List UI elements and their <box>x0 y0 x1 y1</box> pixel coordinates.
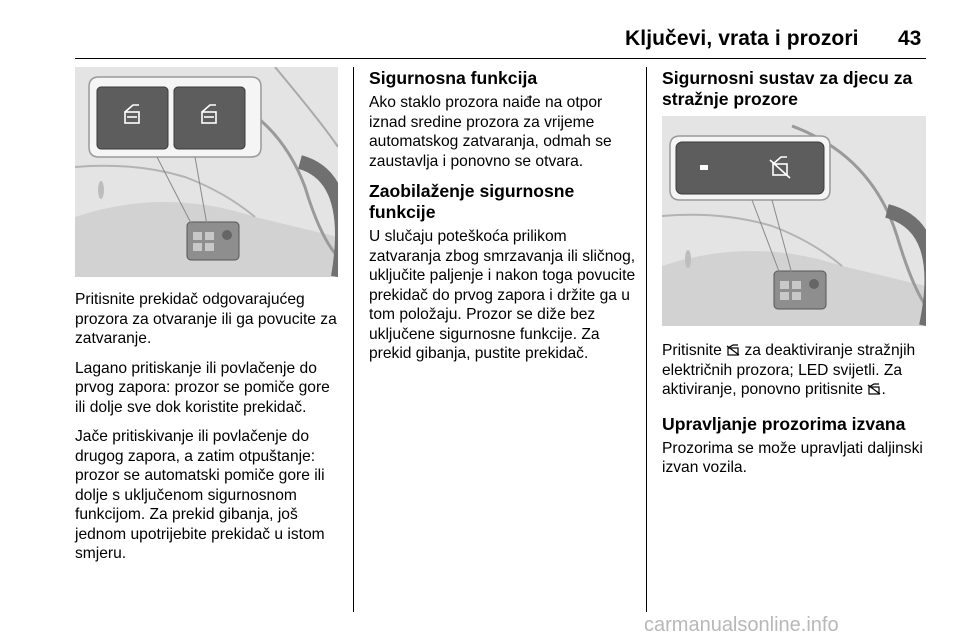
paragraph: Lagano pritiskanje ili povlačenje do prvog zapora: prozor se pomiče gore ili dolje sve dok koristite prekidač. <box>75 359 330 416</box>
paragraph: Prozorima se može upravljati daljinski izvan vozila. <box>662 439 923 476</box>
paragraph-text: . <box>881 381 886 398</box>
paragraph: U slučaju poteškoća prilikom zatvaranja zbog smrzavanja ili sličnog, uključite paljenje i nakon toga povucite prekidač do prvog zapora i držite ga u tom položaju. Prozor se diže bez uključene sigurnosne funkcije. Za prekid gibanja, pustite prekidač. <box>369 228 636 362</box>
paragraph <box>662 341 930 400</box>
column-divider-2 <box>646 67 647 612</box>
column-1 <box>75 290 343 574</box>
child-lock-window-icon <box>867 383 881 395</box>
child-lock-window-icon <box>726 344 740 356</box>
section-heading: Sigurnosni sustav za djecu za stražnje prozore <box>662 68 913 109</box>
figure-child-lock-switch <box>662 116 926 326</box>
column-3 <box>662 68 930 120</box>
header-rule <box>75 58 926 59</box>
paragraph: Ako staklo prozora naiđe na otpor iznad sredine prozora za vrijeme automatskog zatvaranja, odmah se zaustavlja i ponovno se otvara. <box>369 94 612 170</box>
led-indicator <box>700 165 708 170</box>
column-2 <box>369 68 637 374</box>
paragraph-text: za deaktiviranje stražnjih električnih prozora; LED svijetli. Za aktiviranje, ponovno pritisnite <box>662 342 916 398</box>
paragraph-text: Pritisnite <box>662 342 722 359</box>
watermark: carmanualsonline.info <box>644 614 839 636</box>
page-header-title: Ključevi, vrata i prozori <box>625 27 859 50</box>
section-heading: Upravljanje prozorima izvana <box>662 413 906 434</box>
column-3-body <box>662 341 930 488</box>
page-number: 43 <box>898 27 922 50</box>
section-heading: Sigurnosna funkcija <box>369 68 538 88</box>
paragraph: Jače pritiskivanje ili povlačenje do drugog zapora, a zatim otpuštanje: prozor se automatski pomiče gore ili dolje s uključenom sigurnosnom funkcijom. Za prekid gibanja, još jednom upotrijebite prekidač u istom smjeru. <box>75 428 325 562</box>
column-divider-1 <box>353 67 354 612</box>
section-heading: Zaobilaženje sigurnosne funkcije <box>369 181 575 222</box>
paragraph: Pritisnite prekidač odgovarajućeg prozora za otvaranje ili ga povucite za zatvaranje. <box>75 291 337 347</box>
figure-window-switches <box>75 67 338 277</box>
